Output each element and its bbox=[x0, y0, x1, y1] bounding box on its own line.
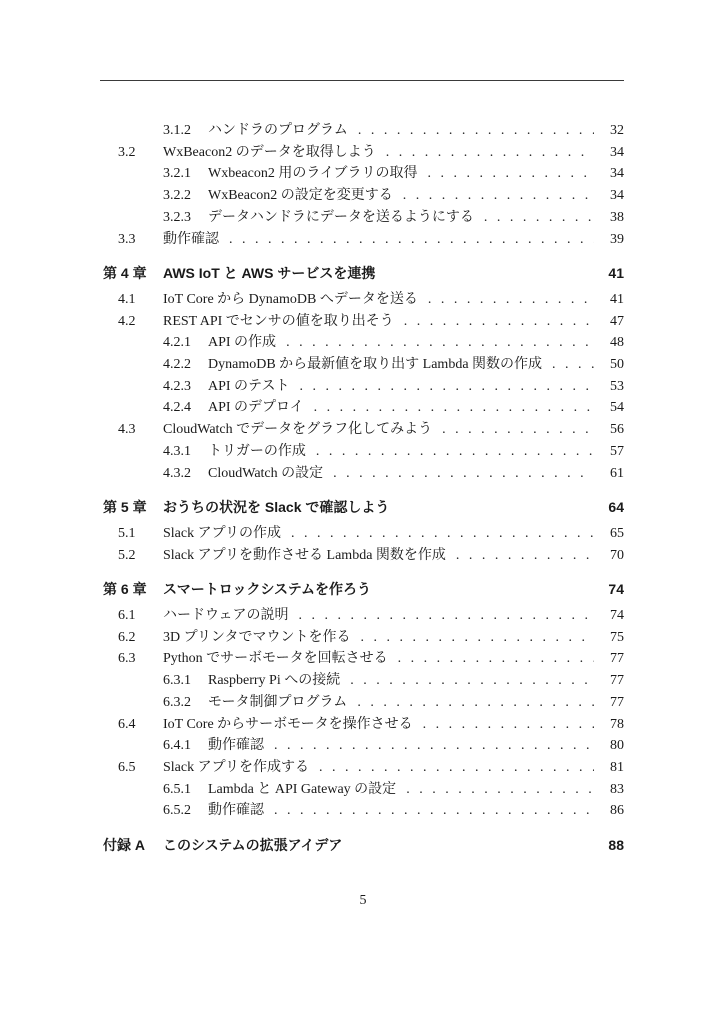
entry-page-number: 65 bbox=[610, 525, 624, 541]
entry-page-number: 41 bbox=[608, 265, 624, 282]
toc-entry bbox=[100, 229, 624, 251]
entry-number: 4.2.1 bbox=[163, 335, 191, 351]
entry-page-number: 56 bbox=[610, 422, 624, 438]
entry-title: IoT Core から DynamoDB へデータを送る bbox=[163, 291, 418, 307]
toc-entry bbox=[100, 735, 624, 757]
entry-title: 動作確認 bbox=[163, 231, 219, 247]
entry-number: 4.2 bbox=[118, 313, 136, 329]
toc-entry bbox=[100, 120, 624, 142]
entry-page-number: 61 bbox=[610, 465, 624, 481]
toc-entry bbox=[100, 692, 624, 714]
entry-title: Lambda と API Gateway の設定 bbox=[208, 781, 397, 797]
toc-entry bbox=[100, 523, 624, 545]
entry-number: 5.2 bbox=[118, 547, 136, 563]
dot-leader bbox=[333, 463, 594, 485]
dot-leader bbox=[274, 735, 594, 757]
entry-page-number: 48 bbox=[610, 335, 624, 351]
dot-leader bbox=[423, 714, 594, 736]
dot-leader bbox=[298, 605, 594, 627]
entry-page-number: 70 bbox=[610, 547, 624, 563]
entry-number: 6.2 bbox=[118, 629, 136, 645]
dot-leader bbox=[358, 120, 594, 142]
entry-number: 6.3.1 bbox=[163, 673, 191, 689]
entry-title: API の作成 bbox=[208, 335, 277, 351]
dot-leader bbox=[403, 185, 594, 207]
entry-page-number: 50 bbox=[610, 357, 624, 373]
entry-page-number: 75 bbox=[610, 629, 624, 645]
entry-title: モータ制御プログラム bbox=[208, 694, 348, 710]
entry-page-number: 34 bbox=[610, 144, 624, 160]
entry-number: 3.2.3 bbox=[163, 209, 191, 225]
entry-page-number: 80 bbox=[610, 738, 624, 754]
entry-title: REST API でセンサの値を取り出そう bbox=[163, 313, 394, 329]
entry-title: ハンドラのプログラム bbox=[208, 123, 348, 138]
dot-leader bbox=[286, 332, 594, 354]
dot-leader bbox=[404, 311, 594, 333]
toc-entry bbox=[100, 332, 624, 354]
toc-entry bbox=[100, 419, 624, 441]
entry-title: Slack アプリを作成する bbox=[163, 759, 310, 775]
toc-entry bbox=[100, 441, 624, 463]
toc-entry bbox=[100, 545, 624, 567]
entry-page-number: 81 bbox=[610, 759, 624, 775]
entry-page-number: 64 bbox=[608, 499, 624, 516]
dot-leader bbox=[428, 163, 594, 185]
entry-title: ハードウェアの説明 bbox=[163, 608, 289, 624]
entry-title: CloudWatch でデータをグラフ化してみよう bbox=[163, 422, 433, 438]
page-footer bbox=[0, 893, 726, 909]
entry-number: 4.3.1 bbox=[163, 443, 191, 459]
toc-entry bbox=[100, 207, 624, 229]
toc-entry bbox=[100, 579, 624, 601]
toc-entry bbox=[100, 757, 624, 779]
dot-leader bbox=[428, 289, 594, 311]
toc-entry bbox=[100, 605, 624, 627]
entry-number: 6.5.2 bbox=[163, 803, 191, 819]
toc-entry bbox=[100, 311, 624, 333]
toc-entry bbox=[100, 397, 624, 419]
dot-leader bbox=[442, 419, 594, 441]
entry-title: DynamoDB から最新値を取り出す Lambda 関数の作成 bbox=[208, 357, 543, 373]
entry-page-number: 74 bbox=[610, 608, 624, 624]
toc-entry bbox=[100, 263, 624, 285]
toc-entry bbox=[100, 627, 624, 649]
entry-title: このシステムの拡張アイデア bbox=[163, 837, 343, 854]
page-number: 5 bbox=[359, 893, 367, 908]
entry-page-number: 47 bbox=[610, 313, 624, 329]
entry-number: 3.2.1 bbox=[163, 166, 191, 182]
entry-title: データハンドラにデータを送るようにする bbox=[208, 209, 474, 225]
entry-title: Raspberry Pi への接続 bbox=[208, 673, 341, 689]
toc-entry bbox=[100, 835, 624, 857]
entry-title: Wxbeacon2 用のライブラリの取得 bbox=[208, 166, 418, 182]
entry-title: 動作確認 bbox=[208, 738, 264, 754]
entry-number: 第 4 章 bbox=[103, 265, 147, 282]
toc-entry bbox=[100, 163, 624, 185]
entry-title: スマートロックシステムを作ろう bbox=[163, 581, 372, 598]
entry-title: AWS IoT と AWS サービスを連携 bbox=[163, 265, 376, 282]
entry-number: 4.3 bbox=[118, 422, 136, 438]
entry-page-number: 34 bbox=[610, 166, 624, 182]
toc-entry bbox=[100, 354, 624, 376]
entry-number: 第 6 章 bbox=[103, 581, 147, 598]
entry-number: 6.5.1 bbox=[163, 781, 191, 797]
entry-number: 3.2 bbox=[118, 144, 136, 160]
dot-leader bbox=[319, 757, 594, 779]
dot-leader bbox=[274, 800, 594, 822]
entry-title: API のテスト bbox=[208, 378, 290, 394]
entry-page-number: 57 bbox=[610, 443, 624, 459]
entry-title: WxBeacon2 の設定を変更する bbox=[208, 188, 393, 204]
entry-number: 4.1 bbox=[118, 291, 136, 307]
entry-page-number: 86 bbox=[610, 803, 624, 819]
entry-title: WxBeacon2 のデータを取得しよう bbox=[163, 144, 376, 160]
entry-number: 第 5 章 bbox=[103, 499, 147, 516]
entry-page-number: 34 bbox=[610, 188, 624, 204]
toc-entry bbox=[100, 289, 624, 311]
toc-entry bbox=[100, 376, 624, 398]
dot-leader bbox=[456, 545, 594, 567]
entry-number: 3.3 bbox=[118, 231, 136, 247]
dot-leader bbox=[229, 229, 594, 251]
entry-title: 動作確認 bbox=[208, 803, 264, 819]
header-rule bbox=[100, 80, 624, 81]
toc-entry bbox=[100, 779, 624, 801]
toc-entry bbox=[100, 800, 624, 822]
entry-number: 5.1 bbox=[118, 525, 136, 541]
entry-page-number: 78 bbox=[610, 716, 624, 732]
entry-title: Python でサーボモータを回転させる bbox=[163, 651, 388, 667]
entry-number: 6.4 bbox=[118, 716, 136, 732]
entry-title: トリガーの作成 bbox=[208, 443, 306, 459]
dot-leader bbox=[406, 779, 594, 801]
entry-page-number: 39 bbox=[610, 231, 624, 247]
entry-page-number: 53 bbox=[610, 378, 624, 394]
entry-title: IoT Core からサーボモータを操作させる bbox=[163, 716, 413, 732]
toc-entry bbox=[100, 714, 624, 736]
entry-number: 6.5 bbox=[118, 759, 136, 775]
entry-title: おうちの状況を Slack で確認しよう bbox=[163, 499, 390, 516]
entry-number: 4.2.3 bbox=[163, 378, 191, 394]
toc-entry bbox=[100, 142, 624, 164]
entry-page-number: 83 bbox=[610, 781, 624, 797]
dot-leader bbox=[398, 648, 594, 670]
entry-page-number: 77 bbox=[610, 673, 624, 689]
entry-title: Slack アプリを動作させる Lambda 関数を作成 bbox=[163, 547, 446, 563]
dot-leader bbox=[350, 670, 594, 692]
dot-leader bbox=[357, 692, 594, 714]
entry-page-number: 77 bbox=[610, 651, 624, 667]
entry-title: CloudWatch の設定 bbox=[208, 465, 324, 481]
toc-entry bbox=[100, 463, 624, 485]
entry-number: 4.3.2 bbox=[163, 465, 191, 481]
entry-number: 3.2.2 bbox=[163, 188, 191, 204]
entry-page-number: 38 bbox=[610, 209, 624, 225]
dot-leader bbox=[291, 523, 594, 545]
entry-page-number: 32 bbox=[610, 123, 624, 138]
entry-title: API のデプロイ bbox=[208, 400, 304, 416]
entry-number: 6.1 bbox=[118, 608, 136, 624]
toc-entry bbox=[100, 670, 624, 692]
entry-number: 付録 A bbox=[103, 837, 145, 854]
dot-leader bbox=[386, 142, 594, 164]
entry-number: 6.3.2 bbox=[163, 694, 191, 710]
entry-page-number: 77 bbox=[610, 694, 624, 710]
entry-number: 3.1.2 bbox=[163, 123, 191, 138]
entry-number: 4.2.4 bbox=[163, 400, 191, 416]
entry-page-number: 88 bbox=[608, 837, 624, 854]
entry-title: 3D プリンタでマウントを作る bbox=[163, 629, 351, 645]
entry-page-number: 74 bbox=[608, 581, 624, 598]
entry-number: 6.4.1 bbox=[163, 738, 191, 754]
entry-page-number: 41 bbox=[610, 291, 624, 307]
dot-leader bbox=[552, 354, 594, 376]
toc-entry bbox=[100, 497, 624, 519]
dot-leader bbox=[300, 376, 595, 398]
dot-leader bbox=[314, 397, 594, 419]
toc-entry bbox=[100, 648, 624, 670]
entry-number: 4.2.2 bbox=[163, 357, 191, 373]
table-of-contents bbox=[100, 120, 624, 861]
toc-entry bbox=[100, 185, 624, 207]
dot-leader bbox=[361, 627, 595, 649]
dot-leader bbox=[316, 441, 594, 463]
entry-title: Slack アプリの作成 bbox=[163, 525, 282, 541]
entry-number: 6.3 bbox=[118, 651, 136, 667]
dot-leader bbox=[484, 207, 594, 229]
entry-page-number: 54 bbox=[610, 400, 624, 416]
